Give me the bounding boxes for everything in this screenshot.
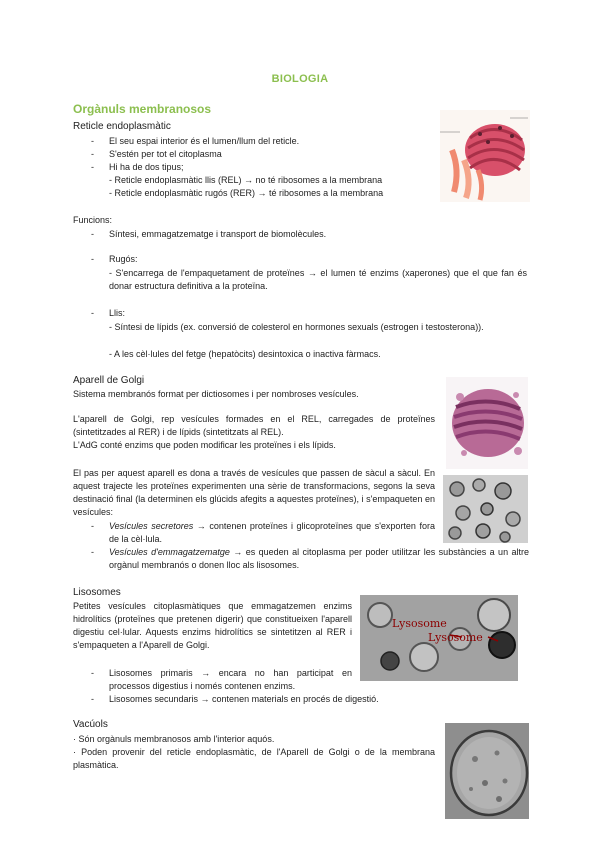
funcions-heading: Funcions:: [73, 215, 113, 225]
golgi-vesicules-emmagatzematge: [109, 546, 529, 572]
golgi-heading: Aparell de Golgi: [73, 375, 145, 386]
vacuols-p1: · Són orgànuls membranosos amb l'interior aquós.: [73, 734, 275, 744]
re-bullet-1: El seu espai interior és el lumen/llum del reticle.: [109, 136, 300, 146]
lisosomes-p1: Petites vesícules citoplasmàtiques que emmagatzemen enzims hidrolítics (proteïnes que pretenen digerir) que constitueixen l'aparell digestiu cel·lular. Aquests enzims hidrolítics se sintetitzen al RER i s'empaqueten a l'Aparell de Golgi.: [73, 601, 352, 650]
lisosomes-primaris: Lisosomes primaris → encara no han participat en processos digestius i només contenen enzims.: [109, 668, 352, 691]
bullet-dash: -: [91, 668, 94, 678]
lisosomes-heading: Lisosomes: [73, 587, 121, 598]
bullet-dash: -: [91, 521, 94, 531]
bullet-dash: -: [91, 229, 94, 239]
page-title: BIOLOGIA: [271, 73, 329, 85]
golgi-p3: L'AdG conté enzims que poden modificar les proteïnes i els lípids.: [73, 440, 336, 450]
section-heading: Orgànuls membranosos: [73, 102, 212, 116]
golgi-illustration: [446, 377, 528, 469]
bullet-dash: -: [91, 547, 94, 557]
funcio-rugos: Rugós:: [109, 254, 138, 264]
re-rer: - Reticle endoplasmàtic rugós (RER) → té ribosomes a la membrana: [109, 188, 384, 198]
term: Vesícules d'emmagatzematge: [109, 547, 230, 557]
vesicles-micrograph: [443, 475, 528, 543]
vacuole-micrograph: [445, 723, 529, 819]
golgi-vesicules-secretores: [109, 520, 435, 546]
bullet-dash: -: [91, 162, 94, 172]
bullet-dash: -: [91, 149, 94, 159]
vacuols-heading: Vacúols: [73, 719, 108, 730]
funcio-rugos-desc: - S'encarrega de l'empaquetament de proteïnes → el lumen té enzims (xaperones) que el que fan és donar estructura definitiva a la proteïna.: [109, 268, 527, 291]
lysosome-micrograph: [360, 595, 518, 681]
bullet-dash: -: [91, 694, 94, 704]
vacuols-p2: · Poden provenir del reticle endoplasmàtic, de l'Aparell de Golgi o de la membrana plasmàtica.: [73, 747, 435, 770]
funcio-1: Síntesi, emmagatzematge i transport de biomolècules.: [109, 229, 327, 239]
bullet-dash: -: [91, 254, 94, 264]
funcio-llis-desc-1: - Síntesi de lípids (ex. conversió de colesterol en hormones sexuals (estrogen i testosterona)).: [109, 322, 484, 332]
er-illustration: [440, 110, 530, 202]
golgi-p1: Sistema membranós format per dictiosomes i per nombroses vesícules.: [73, 389, 359, 399]
lysosome-label-1: Lysosome: [392, 617, 447, 630]
funcio-llis-desc-2: - A les cèl·lules del fetge (hepatòcits) desintoxica o inactiva fàrmacs.: [109, 349, 381, 359]
golgi-p4: El pas per aquest aparell es dona a través de vesícules que passen de sàcul a sàcul. En aquest trajecte les proteïnes experimenten una sèrie de transformacions, segons la seva destinació final (la determinen els glúcids afegits a aquestes proteïnes), i s'empaqueten en vesícules:: [73, 468, 435, 517]
lisosomes-secundaris: Lisosomes secundaris → contenen materials en procés de digestió.: [109, 694, 379, 704]
desc: → es queden al citoplasma per poder utilitzar les substàncies a un altre orgànul membranós o donen lloc als lisosomes.: [109, 547, 530, 570]
bullet-dash: -: [91, 308, 94, 318]
re-bullet-3: Hi ha de dos tipus;: [109, 162, 184, 172]
re-heading: Reticle endoplasmàtic: [73, 121, 171, 132]
re-rel: - Reticle endoplasmàtic llis (REL) → no té ribosomes a la membrana: [109, 175, 383, 185]
funcio-llis: Llis:: [109, 308, 126, 318]
desc: → contenen proteïnes i glicoproteïnes que s'exporten fora de la cèl·lula.: [109, 521, 435, 544]
lysosome-label-2: Lysosome: [428, 631, 483, 644]
term: Vesícules secretores: [109, 521, 194, 531]
bullet-dash: -: [91, 136, 94, 146]
golgi-p2: L'aparell de Golgi, rep vesícules formades en el REL, carregades de proteïnes (sintetitzades al RER) i de lípids (sintetitzats al REL).: [73, 414, 435, 437]
re-bullet-2: S'estén per tot el citoplasma: [109, 149, 222, 159]
